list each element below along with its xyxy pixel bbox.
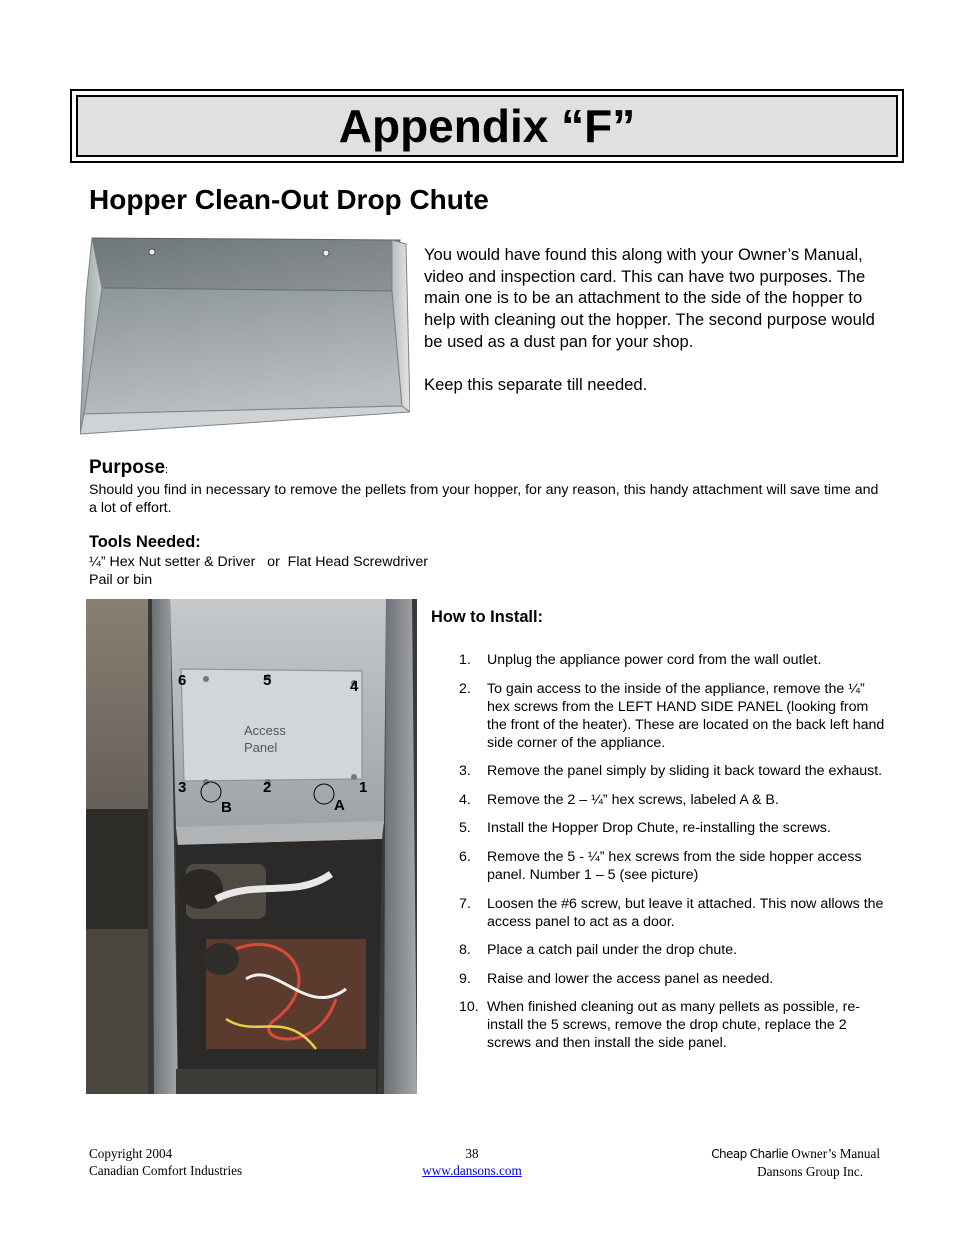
step-text: When finished cleaning out as many pellets as possible, re-install the 5 screws, remove the drop chute, replace the 2 screws and then install the side panel.	[487, 999, 861, 1052]
manual-label: Owner’s Manual	[787, 1146, 880, 1161]
step-number: 10.	[459, 999, 479, 1016]
access-panel-label-2: Panel	[244, 740, 278, 755]
step-number: 4.	[459, 791, 471, 808]
tools-line-2: Pail or bin	[89, 572, 153, 588]
install-steps-list	[459, 651, 889, 1063]
install-step	[459, 651, 889, 669]
install-step	[459, 848, 889, 884]
brand-name: Cheap Charlie	[711, 1147, 788, 1161]
section-title: Hopper Clean-Out Drop Chute	[89, 184, 489, 215]
step-text: Remove the 2 – ¼” hex screws, labeled A & B.	[487, 791, 779, 808]
step-number: 5.	[459, 820, 471, 837]
stove-interior-photo	[86, 599, 417, 1094]
purpose-heading	[89, 457, 168, 479]
step-text: Raise and lower the access panel as needed.	[487, 970, 774, 987]
photo-label-1: 1	[359, 779, 368, 796]
step-number: 7.	[459, 895, 471, 912]
purpose-heading-text: Purpose	[89, 457, 166, 478]
purpose-heading-colon: :	[165, 464, 169, 476]
step-number: 1.	[459, 652, 471, 668]
photo-label-b: B	[221, 799, 232, 816]
step-text: Unplug the appliance power cord from the wall outlet.	[487, 652, 822, 668]
step-number: 6.	[459, 848, 471, 865]
step-text: Place a catch pail under the drop chute.	[487, 942, 738, 959]
photo-label-4: 4	[350, 678, 359, 695]
install-heading: How to Install:	[431, 608, 543, 626]
step-text: Remove the 5 - ¼” hex screws from the side hopper access panel. Number 1 – 5 (see picture)	[487, 848, 862, 883]
step-text: Remove the panel simply by sliding it back toward the exhaust.	[487, 763, 883, 780]
install-step	[459, 970, 889, 988]
footer-left	[89, 1145, 242, 1179]
purpose-text: Should you find in necessary to remove the pellets from your hopper, for any reason, this handy attachment will save time and a lot of effort.	[89, 482, 879, 516]
install-step	[459, 791, 889, 809]
step-number: 3.	[459, 763, 471, 780]
photo-label-5: 5	[263, 672, 272, 689]
drop-chute-photo	[80, 236, 410, 436]
footer-center	[400, 1145, 544, 1179]
footer-copyright: Copyright 2004	[89, 1146, 173, 1161]
page-title: Appendix “F”	[338, 100, 636, 152]
install-step	[459, 819, 889, 837]
install-step	[459, 762, 889, 780]
step-number: 9.	[459, 970, 471, 987]
step-number: 2.	[459, 680, 471, 697]
tools-list	[89, 553, 428, 589]
tools-heading: Tools Needed:	[89, 533, 201, 551]
install-step	[459, 941, 889, 959]
step-text: Install the Hopper Drop Chute, re-installing the screws.	[487, 820, 831, 837]
photo-label-2: 2	[263, 779, 272, 796]
access-panel-label-1: Access	[244, 723, 286, 738]
install-step	[459, 998, 889, 1052]
photo-label-a: A	[334, 797, 345, 814]
footer-company-left: Canadian Comfort Industries	[89, 1163, 243, 1178]
footer-company-right: Dansons Group Inc.	[757, 1164, 863, 1179]
title-inner	[76, 95, 898, 157]
website-link[interactable]: www.dansons.com	[422, 1163, 522, 1178]
footer-manual-title	[640, 1145, 880, 1163]
photo-label-6: 6	[178, 672, 187, 689]
title-box	[70, 89, 904, 163]
footer-right	[640, 1145, 880, 1180]
tools-line-1: ¼” Hex Nut setter & Driver or Flat Head Screwdriver	[89, 554, 429, 570]
install-step	[459, 680, 889, 752]
step-text: Loosen the #6 screw, but leave it attached. This now allows the access panel to act as a door.	[487, 895, 884, 930]
intro-paragraph-1: You would have found this along with your Owner’s Manual, video and inspection card. This can have two purposes. The main one is to be an attachment to the side of the hopper to help with cleaning out the hopper. The second purpose would be used as a dust pan for your shop.	[424, 245, 875, 351]
photo-label-3: 3	[178, 779, 187, 796]
step-text: To gain access to the inside of the appliance, remove the ¼” hex screws from the LEFT HAND SIDE PANEL (looking from the front of the heater). These are located on the back left hand side corner of the appliance.	[487, 680, 885, 751]
install-step	[459, 895, 889, 931]
step-number: 8.	[459, 942, 471, 959]
intro-text	[424, 244, 894, 416]
page-number: 38	[465, 1146, 479, 1161]
intro-paragraph-2: Keep this separate till needed.	[424, 374, 648, 394]
